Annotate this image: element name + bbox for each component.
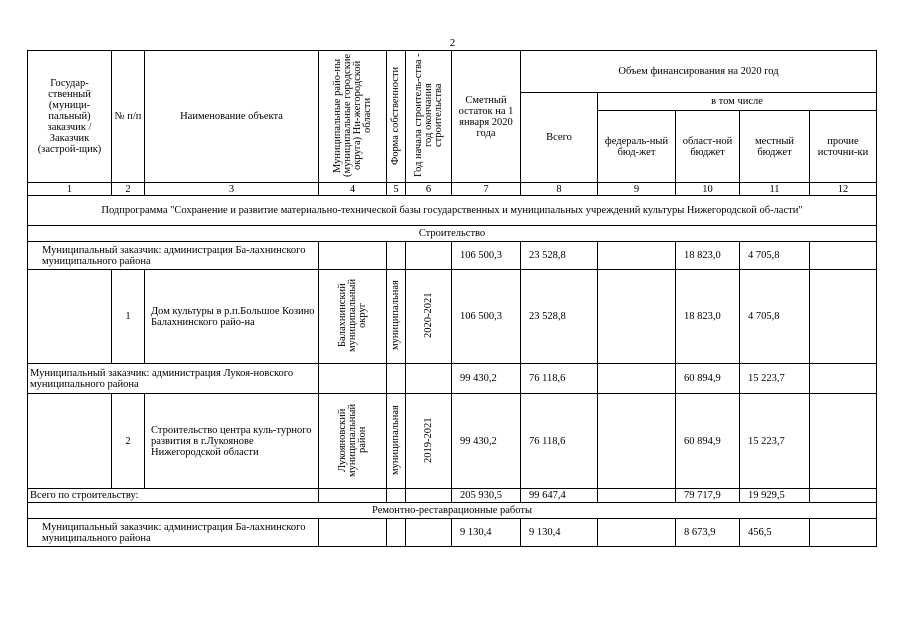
customer-name: Муниципальный заказчик: администрация Ба-лахнинского муниципального района — [28, 242, 319, 270]
header-total: Всего — [521, 93, 598, 183]
total-value: 9 130,4 — [521, 519, 598, 547]
header-customer: Государ-ственный (муници-пальный) заказчик / Заказчик (застрой-щик) — [28, 51, 112, 183]
header-number: № п/п — [112, 51, 145, 183]
header-regional: област-ной бюджет — [676, 111, 740, 183]
local-value: 4 705,8 — [740, 242, 810, 270]
object-years: 2020-2021 — [406, 270, 452, 364]
object-number: 2 — [112, 394, 145, 489]
financing-table — [27, 50, 877, 547]
regional-value: 18 823,0 — [676, 242, 740, 270]
object-years: 2019-2021 — [406, 394, 452, 489]
estimate-value: 99 430,2 — [452, 364, 521, 394]
header-ownership: Форма собственности — [387, 51, 406, 183]
header-including: в том числе — [598, 93, 877, 111]
page-number: 2 — [449, 37, 456, 49]
customer-row — [28, 519, 877, 547]
col-number: 5 — [387, 183, 406, 196]
section-repair: Ремонтно-реставрационные работы — [28, 503, 877, 519]
regional-value: 18 823,0 — [676, 270, 740, 364]
customer-name: Муниципальный заказчик: администрация Лукоя-новского муниципального района — [28, 364, 319, 394]
estimate-value: 99 430,2 — [452, 394, 521, 489]
local-value: 15 223,7 — [740, 394, 810, 489]
subprogram-title: Подпрограмма "Сохранение и развитие материально-технической базы государственных и муниципальных учреждений культуры Нижегородской об-ласти" — [28, 196, 877, 226]
col-number: 11 — [740, 183, 810, 196]
col-number: 3 — [145, 183, 319, 196]
estimate-value: 106 500,3 — [452, 242, 521, 270]
object-name: Дом культуры в р.п.Большое Козино Балахнинского райо-на — [145, 270, 319, 364]
col-number: 12 — [810, 183, 877, 196]
regional-value: 60 894,9 — [676, 364, 740, 394]
total-value: 23 528,8 — [521, 270, 598, 364]
regional-value: 8 673,9 — [676, 519, 740, 547]
object-number: 1 — [112, 270, 145, 364]
estimate-value: 9 130,4 — [452, 519, 521, 547]
col-number: 6 — [406, 183, 452, 196]
estimate-value: 106 500,3 — [452, 270, 521, 364]
estimate-value: 205 930,5 — [452, 489, 521, 503]
col-number: 9 — [598, 183, 676, 196]
regional-value: 60 894,9 — [676, 394, 740, 489]
object-district: Балахнинский муниципальный округ — [319, 270, 387, 364]
col-number: 8 — [521, 183, 598, 196]
total-value: 23 528,8 — [521, 242, 598, 270]
customer-row — [28, 364, 877, 394]
header-years: Год начала строитель-ства - год окончания строительства — [406, 51, 452, 183]
header-estimate-balance: Сметный остаток на 1 января 2020 года — [452, 51, 521, 183]
header-other: прочие источни-ки — [810, 111, 877, 183]
col-number: 1 — [28, 183, 112, 196]
header-object-name: Наименование объекта — [145, 51, 319, 183]
object-name: Строительство центра куль-турного развития в г.Лукоянове Нижегородской области — [145, 394, 319, 489]
object-district: Лукояновский муниципальный район — [319, 394, 387, 489]
header-federal: федераль-ный бюд-жет — [598, 111, 676, 183]
customer-row — [28, 242, 877, 270]
local-value: 456,5 — [740, 519, 810, 547]
object-ownership: муниципальная — [387, 394, 406, 489]
local-value: 19 929,5 — [740, 489, 810, 503]
object-row — [28, 394, 877, 489]
header-funding-title: Объем финансирования на 2020 год — [521, 51, 877, 93]
col-number: 2 — [112, 183, 145, 196]
total-value: 76 118,6 — [521, 364, 598, 394]
col-number: 7 — [452, 183, 521, 196]
total-construction-row — [28, 489, 877, 503]
local-value: 4 705,8 — [740, 270, 810, 364]
total-value: 76 118,6 — [521, 394, 598, 489]
header-district: Муниципальные райо-ны (муниципальные городские округа) Ни-жегородской области — [319, 51, 387, 183]
local-value: 15 223,7 — [740, 364, 810, 394]
object-ownership: муниципальная — [387, 270, 406, 364]
object-row — [28, 270, 877, 364]
col-number: 10 — [676, 183, 740, 196]
col-number: 4 — [319, 183, 387, 196]
customer-name: Муниципальный заказчик: администрация Ба-лахнинского муниципального района — [28, 519, 319, 547]
header-local: местный бюджет — [740, 111, 810, 183]
column-numbers-row — [28, 183, 877, 196]
total-label: Всего по строительству: — [28, 489, 319, 503]
regional-value: 79 717,9 — [676, 489, 740, 503]
total-value: 99 647,4 — [521, 489, 598, 503]
section-construction: Строительство — [28, 226, 877, 242]
